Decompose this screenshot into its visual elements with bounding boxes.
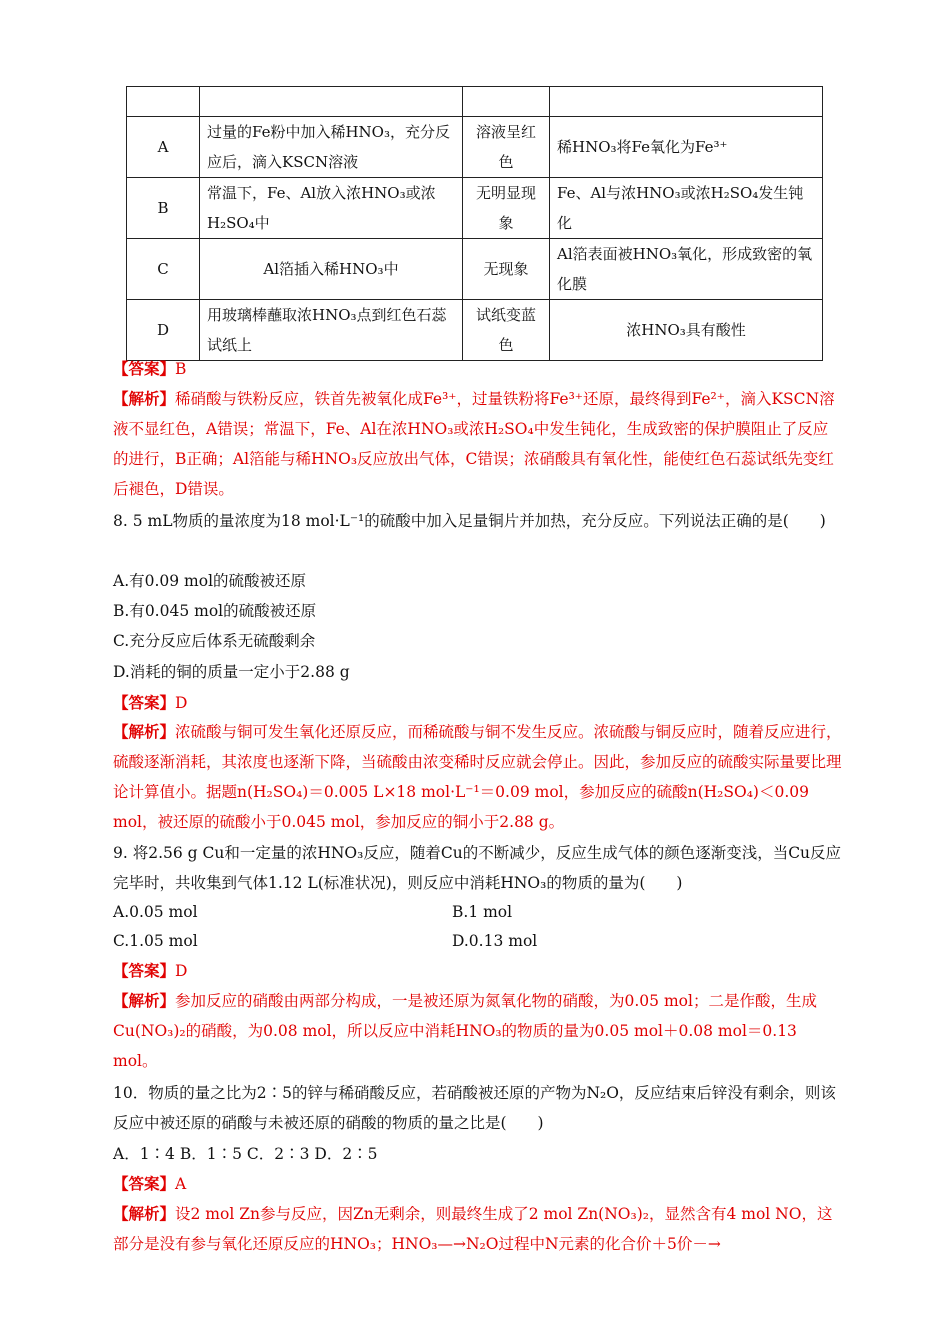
analysis-text: 稀硝酸与铁粉反应，铁首先被氧化成Fe³⁺，过量铁粉将Fe³⁺还原，最终得到Fe²⁺，滴入KSCN溶液不显红色，A错误；常温下，Fe、Al在浓HNO₃或浓H₂SO₄中发生钝化，生成致密的保护膜阻止了反应的进行，B正确；Al箔能与稀HNO₃反应放出气体，C错误；浓硝酸具有氧化性，能使红色石蕊试纸先变红后褪色，D错误。 (113, 390, 835, 498)
table-header-row (127, 87, 823, 117)
row-conclusion: Fe、Al与浓HNO₃或浓H₂SO₄发生钝化 (550, 178, 823, 239)
answer-value: B (175, 360, 187, 378)
analysis-label: 【解析】 (113, 991, 176, 1010)
row-operation: 过量的Fe粉中加入稀HNO₃，充分反应后，滴入KSCN溶液 (200, 117, 463, 178)
row-conclusion: Al箔表面被HNO₃氧化，形成致密的氧化膜 (550, 239, 823, 300)
row-label: C (127, 239, 200, 300)
q8-stem: 8. 5 mL物质的量浓度为18 mol·L⁻¹的硫酸中加入足量铜片并加热，充分反应。下列说法正确的是( ) (113, 512, 826, 530)
row-label: A (127, 117, 200, 178)
table-row (127, 117, 823, 178)
row-phenomenon: 试纸变蓝色 (463, 300, 550, 361)
row-conclusion: 浓HNO₃具有酸性 (550, 300, 823, 361)
row-conclusion: 稀HNO₃将Fe氧化为Fe³⁺ (550, 117, 823, 178)
row-phenomenon: 无现象 (463, 239, 550, 300)
analysis-label: 【解析】 (113, 389, 176, 408)
q9-option-b: B.1 mol (452, 903, 513, 921)
answer-label: 【答案】 (113, 359, 176, 378)
q10-analysis (113, 1199, 843, 1259)
q8-analysis (113, 717, 843, 837)
q7-answer (113, 354, 843, 384)
table-row (127, 178, 823, 239)
row-label: D (127, 300, 200, 361)
q9-answer (113, 956, 843, 986)
row-operation: 用玻璃棒蘸取浓HNO₃点到红色石蕊试纸上 (200, 300, 463, 361)
row-label: B (127, 178, 200, 239)
analysis-text: 设2 mol Zn参与反应，因Zn无剩余，则最终生成了2 mol Zn(NO₃)₂，显然含有4 mol NO，这部分是没有参与氧化还原反应的HNO₃；HNO₃—→N₂O过程中N元素的化合价＋5价－→ (113, 1205, 833, 1253)
analysis-label: 【解析】 (113, 1204, 176, 1223)
row-operation: Al箔插入稀HNO₃中 (200, 239, 463, 300)
answer-label: 【答案】 (113, 693, 176, 712)
q10-answer (113, 1169, 843, 1199)
table-row (127, 239, 823, 300)
row-phenomenon: 溶液呈红色 (463, 117, 550, 178)
q8-answer (113, 688, 843, 718)
q8-option-b: B.有0.045 mol的硫酸被还原 (113, 602, 317, 620)
analysis-text: 浓硫酸与铜可发生氧化还原反应，而稀硫酸与铜不发生反应。浓硫酸与铜反应时，随着反应进行，硫酸逐渐消耗，其浓度也逐渐下降，当硫酸由浓变稀时反应就会停止。因此，参加反应的硫酸实际量要比理论计算值小。据题n(H₂SO₄)＝0.005 L×18 mol·L⁻¹＝0.09 mol，参加反应的硫酸n(H₂SO₄)＜0.09 mol，被还原的硫酸小于0.045 mol，参加反应的铜小于2.88 g。 (113, 723, 842, 831)
q8-option-c: C.充分反应后体系无硫酸剩余 (113, 632, 316, 650)
analysis-text: 参加反应的硝酸由两部分构成，一是被还原为氮氧化物的硝酸，为0.05 mol；二是作酸，生成Cu(NO₃)₂的硝酸，为0.08 mol，所以反应中消耗HNO₃的物质的量为0.05 mol＋0.08 mol＝0.13 mol。 (113, 992, 817, 1070)
analysis-label: 【解析】 (113, 722, 176, 741)
table-row (127, 300, 823, 361)
q9-option-a: A.0.05 mol (113, 903, 198, 921)
q9-analysis (113, 986, 843, 1076)
answer-value: D (175, 694, 188, 712)
answer-value: A (175, 1175, 187, 1193)
q8-option-a: A.有0.09 mol的硫酸被还原 (113, 572, 307, 590)
q9-stem: 9. 将2.56 g Cu和一定量的浓HNO₃反应，随着Cu的不断减少，反应生成气体的颜色逐渐变浅，当Cu反应完毕时，共收集到气体1.12 L(标准状况)，则反应中消耗HNO₃的物质的量为( ) (113, 844, 842, 892)
q10-options: A．1∶4 B．1∶5 C．2∶3 D．2∶5 (113, 1145, 378, 1163)
answer-label: 【答案】 (113, 1174, 176, 1193)
q9-option-c: C.1.05 mol (113, 932, 198, 950)
q10-stem: 10．物质的量之比为2∶5的锌与稀硝酸反应，若硝酸被还原的产物为N₂O，反应结束后锌没有剩余，则该反应中被还原的硝酸与未被还原的硝酸的物质的量之比是( ) (113, 1084, 836, 1132)
answer-value: D (175, 962, 188, 980)
row-phenomenon: 无明显现象 (463, 178, 550, 239)
q7-analysis (113, 384, 843, 504)
row-operation: 常温下，Fe、Al放入浓HNO₃或浓H₂SO₄中 (200, 178, 463, 239)
q9-option-d: D.0.13 mol (452, 932, 538, 950)
experiment-table (126, 86, 823, 361)
q8-option-d: D.消耗的铜的质量一定小于2.88 g (113, 663, 350, 681)
answer-label: 【答案】 (113, 961, 176, 980)
